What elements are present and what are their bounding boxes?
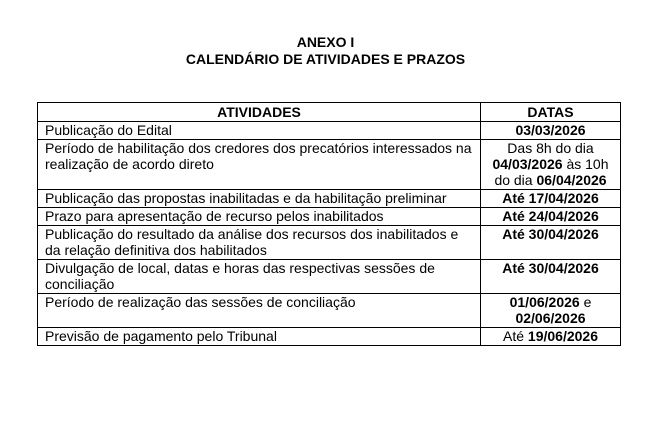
activity-cell: Divulgação de local, datas e horas das respectivas sessões de conciliação: [38, 260, 481, 294]
date-text: Das 8h do dia: [507, 140, 594, 156]
date-text: às 10h do dia: [494, 156, 609, 188]
date-value: 19/06/2026: [527, 328, 598, 344]
activity-cell: Publicação do Edital: [38, 122, 481, 140]
table-row: [38, 140, 621, 190]
activity-cell: Publicação das propostas inabilitadas e da habilitação preliminar: [38, 190, 481, 208]
table-row: [38, 294, 621, 328]
date-cell: [481, 294, 621, 328]
date-value: 04/03/2026: [492, 156, 563, 172]
date-cell: [481, 226, 621, 260]
date-value: Até 24/04/2026: [502, 208, 599, 224]
date-cell: [481, 140, 621, 190]
date-cell: [481, 328, 621, 346]
date-value: Até 30/04/2026: [502, 260, 599, 276]
date-value: 02/06/2026: [515, 310, 586, 326]
activity-cell: Prazo para apresentação de recurso pelos inabilitados: [38, 208, 481, 226]
schedule-rows: [38, 122, 621, 346]
table-row: [38, 122, 621, 140]
date-value: 06/04/2026: [536, 172, 607, 188]
date-text: e: [579, 294, 592, 310]
date-value: 03/03/2026: [515, 122, 586, 138]
table-row: [38, 328, 621, 346]
date-cell: [481, 208, 621, 226]
table-row: [38, 208, 621, 226]
date-value: Até 17/04/2026: [502, 190, 599, 206]
annex-title: ANEXO I: [296, 34, 355, 50]
activity-cell: Período de habilitação dos credores dos precatórios interessados na realização de acordo direto: [38, 140, 481, 190]
table-row: [38, 260, 621, 294]
activities-column-header: ATIVIDADES: [38, 103, 481, 122]
activity-cell: Período de realização das sessões de conciliação: [38, 294, 481, 328]
dates-column-header: DATAS: [481, 103, 621, 122]
date-value: Até 30/04/2026: [502, 226, 599, 242]
activity-cell: Previsão de pagamento pelo Tribunal: [38, 328, 481, 346]
schedule-table: [37, 102, 621, 346]
date-value: 01/06/2026: [509, 294, 580, 310]
date-text: Até: [503, 328, 528, 344]
date-cell: [481, 260, 621, 294]
activity-cell: Publicação do resultado da análise dos recursos dos inabilitados e da relação definitiva dos habilitados: [38, 226, 481, 260]
calendar-subtitle: CALENDÁRIO DE ATIVIDADES E PRAZOS: [185, 51, 466, 67]
table-row: [38, 226, 621, 260]
header-row: [38, 103, 621, 122]
table-row: [38, 190, 621, 208]
date-cell: [481, 190, 621, 208]
date-cell: [481, 122, 621, 140]
